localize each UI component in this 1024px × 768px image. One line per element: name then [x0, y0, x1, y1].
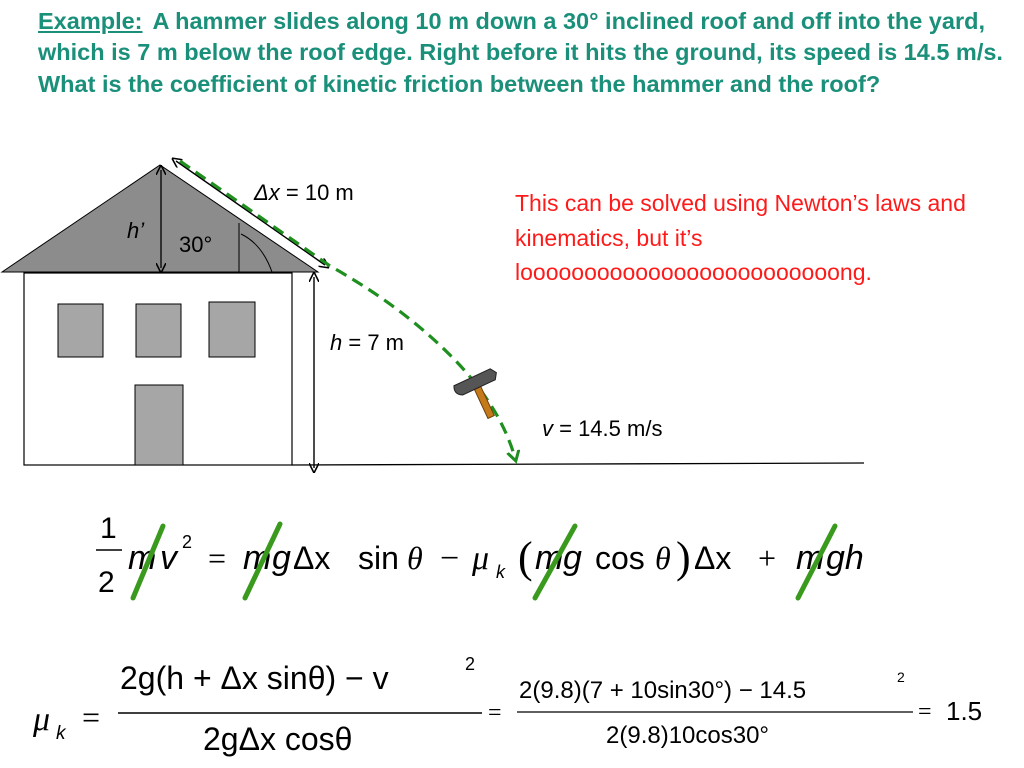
eq1-m3: m	[535, 539, 564, 577]
eq2-denominator2: 2(9.8)10cos30°	[606, 722, 770, 749]
eq1-plus: +	[758, 540, 777, 576]
example-label: Example:	[38, 8, 143, 34]
door	[135, 385, 183, 465]
eq1-g3: g	[563, 539, 582, 577]
eq2-k: k	[56, 723, 66, 744]
h-prime-label: h’	[127, 218, 145, 243]
fraction-denominator: 2	[98, 566, 115, 599]
eq1-rparen: )	[676, 533, 691, 582]
eq1-m2: m	[243, 539, 272, 577]
eq1-theta2: θ	[655, 540, 671, 576]
v-value: = 14.5 m/s	[553, 416, 663, 441]
h-value: = 7 m	[342, 330, 404, 355]
mu-equation	[0, 640, 1024, 768]
eq2-equals: =	[82, 699, 101, 735]
eq2-num-exp: 2	[465, 654, 476, 674]
eq2-denominator: 2gΔx cosθ	[203, 721, 353, 757]
eq1-dx3: Δx	[694, 540, 732, 576]
window	[136, 304, 181, 357]
eq1-theta1: θ	[407, 540, 423, 576]
note-text: This can be solved using Newton’s laws and kinematics, but it’s looooooooooooooooooooooooong.	[515, 190, 966, 285]
v-label	[542, 416, 662, 442]
eq1-m1: m	[128, 539, 157, 577]
eq1-gh: gh	[826, 539, 864, 577]
eq2-mu: μ	[33, 701, 51, 738]
eq2-equals2: =	[488, 700, 502, 726]
fraction-numerator: 1	[100, 512, 117, 545]
hammer-icon	[453, 367, 513, 426]
eq1-mu: μ	[472, 540, 490, 577]
h-label	[330, 330, 404, 356]
energy-equation	[0, 500, 1024, 610]
v-symbol: v	[542, 416, 553, 441]
eq1-sin: sin	[358, 540, 399, 576]
eq2-equals3: =	[918, 699, 932, 725]
eq2-num2-exp: 2	[897, 669, 905, 685]
eq2-numerator2: 2(9.8)(7 + 10sin30°) − 14.5	[519, 677, 807, 704]
window	[209, 302, 255, 357]
angle-label: 30°	[179, 232, 213, 257]
eq1-v: v	[160, 539, 177, 577]
eq1-equals: =	[208, 540, 227, 576]
dx-label	[254, 180, 354, 206]
eq1-dx2: Δx	[293, 540, 331, 576]
eq1-minus: −	[440, 540, 460, 577]
eq1-cos: cos	[595, 540, 645, 576]
eq2-numerator: 2g(h + Δx sinθ) − v	[120, 660, 389, 696]
h-symbol: h	[330, 330, 343, 355]
problem-text: A hammer slides along 10 m down a 30° inclined roof and off into the yard, which is 7 m below the roof edge. Right before it hits the ground, its speed is 14.5 m/s. What is the coefficient of kinetic friction between the hammer and the roof?	[38, 8, 1003, 97]
eq1-lparen: (	[518, 533, 533, 582]
dx-symbol: Δx	[254, 180, 280, 205]
eq2-result: 1.5	[946, 696, 983, 726]
eq1-g2: g	[272, 539, 291, 577]
dx-value: = 10 m	[279, 180, 354, 205]
eq1-exp: 2	[182, 532, 193, 552]
eq1-m4: m	[796, 539, 825, 577]
ground-line	[292, 463, 864, 465]
window	[58, 304, 103, 357]
eq1-k: k	[496, 562, 505, 582]
